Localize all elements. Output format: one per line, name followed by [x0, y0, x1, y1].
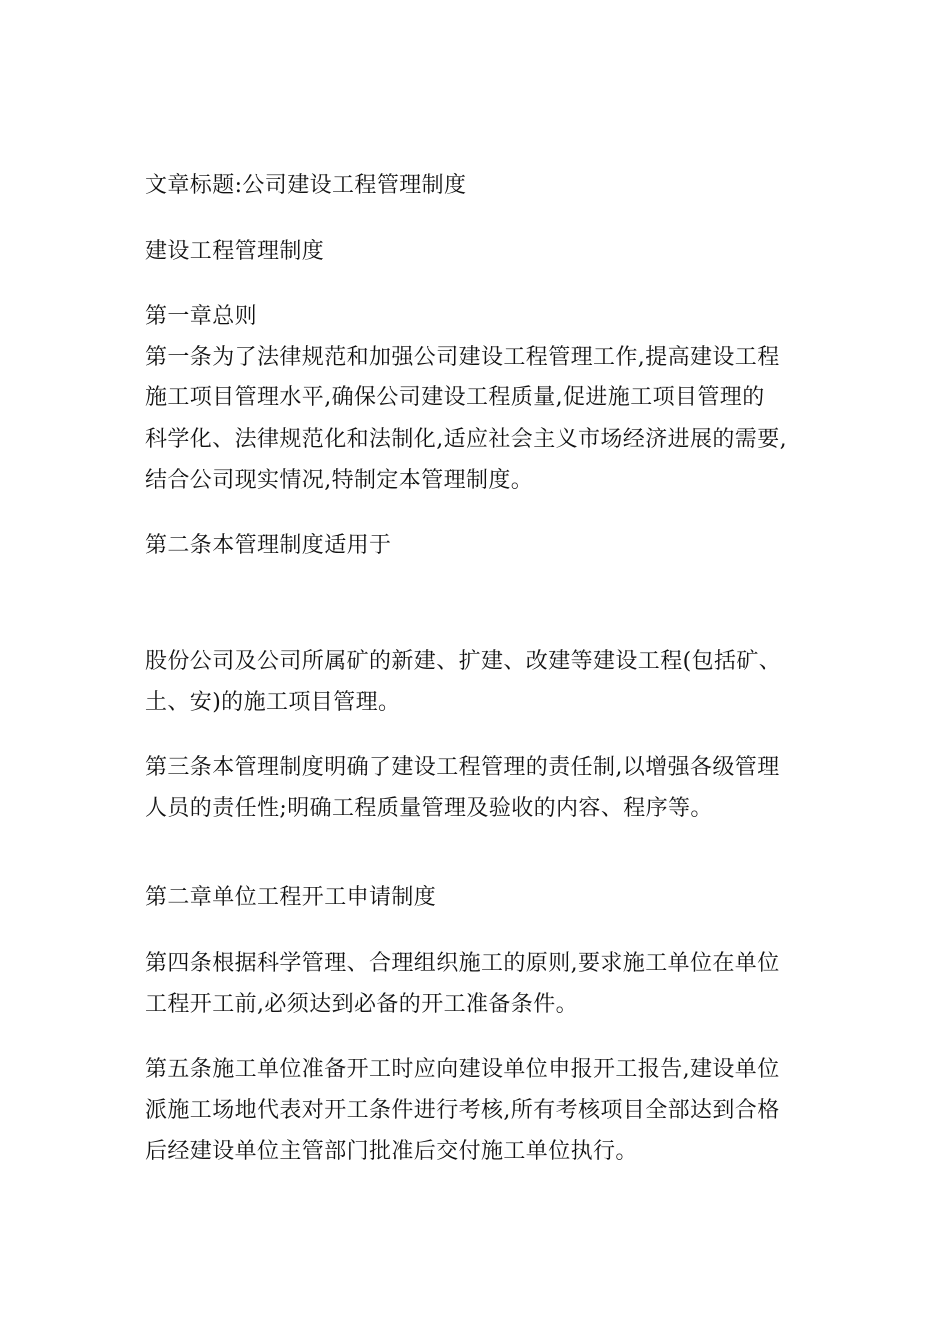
- article-title: 文章标题:公司建设工程管理制度: [145, 173, 467, 198]
- article-4-line-2: 工程开工前,必须达到必备的开工准备条件。: [145, 992, 578, 1017]
- article-2-line-3: 土、安)的施工项目管理。: [145, 690, 401, 715]
- article-5-line-3: 后经建设单位主管部门批准后交付施工单位执行。: [145, 1139, 638, 1164]
- article-1-line-1: 第一条为了法律规范和加强公司建设工程管理工作,提高建设工程: [145, 345, 780, 370]
- article-2-line-2: 股份公司及公司所属矿的新建、扩建、改建等建设工程(包括矿、: [145, 649, 782, 674]
- chapter-2-heading: 第二章单位工程开工申请制度: [145, 885, 437, 910]
- chapter-1-heading: 第一章总则: [145, 304, 258, 329]
- article-3-line-2: 人员的责任性;明确工程质量管理及验收的内容、程序等。: [145, 796, 713, 821]
- article-5-line-1: 第五条施工单位准备开工时应向建设单位申报开工报告,建设单位: [145, 1057, 780, 1082]
- document-title: 建设工程管理制度: [145, 239, 325, 264]
- article-1-line-2: 施工项目管理水平,确保公司建设工程质量,促进施工项目管理的: [145, 385, 765, 410]
- article-1-line-4: 结合公司现实情况,特制定本管理制度。: [145, 468, 534, 493]
- article-1-line-3: 科学化、法律规范化和法制化,适应社会主义市场经济进展的需要,: [145, 427, 787, 452]
- article-5-line-2: 派施工场地代表对开工条件进行考核,所有考核项目全部达到合格: [145, 1098, 780, 1123]
- article-3-line-1: 第三条本管理制度明确了建设工程管理的责任制,以增强各级管理: [145, 755, 780, 780]
- article-2-line-1: 第二条本管理制度适用于: [145, 533, 392, 558]
- article-4-line-1: 第四条根据科学管理、合理组织施工的原则,要求施工单位在单位: [145, 951, 780, 976]
